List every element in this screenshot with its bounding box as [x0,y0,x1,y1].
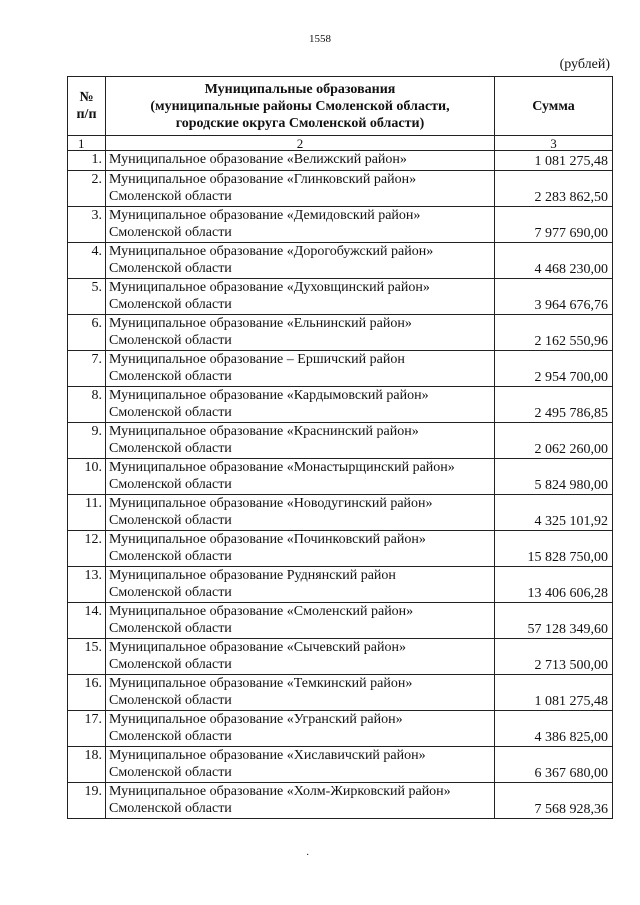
table-row [68,351,613,387]
row-number: 19. [68,783,106,819]
header-number: № п/п [68,77,106,136]
row-municipality: Муниципальное образование «Смоленский район» Смоленской области [106,603,495,639]
row-sum: 4 386 825,00 [495,711,613,747]
row-municipality: Муниципальное образование «Глинковский район» Смоленской области [106,171,495,207]
row-number: 4. [68,243,106,279]
row-sum: 13 406 606,28 [495,567,613,603]
column-numbers-row [68,136,613,151]
column-number-2: 2 [106,136,495,151]
row-municipality: Муниципальное образование «Сычевский район» Смоленской области [106,639,495,675]
table-row [68,783,613,819]
table-row [68,567,613,603]
row-municipality: Муниципальное образование «Демидовский район» Смоленской области [106,207,495,243]
header-municipality: Муниципальные образования (муниципальные районы Смоленской области, городские округа Смоленской области) [106,77,495,136]
row-municipality: Муниципальное образование «Темкинский район» Смоленской области [106,675,495,711]
row-sum: 2 283 862,50 [495,171,613,207]
row-sum: 5 824 980,00 [495,459,613,495]
row-municipality: Муниципальное образование Руднянский район Смоленской области [106,567,495,603]
table-row [68,675,613,711]
row-municipality: Муниципальное образование «Дорогобужский район» Смоленской области [106,243,495,279]
row-sum: 57 128 349,60 [495,603,613,639]
row-number: 12. [68,531,106,567]
table-header-row [68,77,613,136]
row-municipality: Муниципальное образование «Холм-Жирковский район» Смоленской области [106,783,495,819]
table-row [68,207,613,243]
table-row [68,747,613,783]
row-sum: 4 325 101,92 [495,495,613,531]
row-number: 14. [68,603,106,639]
row-municipality: Муниципальное образование – Ершичский район Смоленской области [106,351,495,387]
row-municipality: Муниципальное образование «Духовщинский район» Смоленской области [106,279,495,315]
row-sum: 3 964 676,76 [495,279,613,315]
row-number: 5. [68,279,106,315]
row-municipality: Муниципальное образование «Починковский район» Смоленской области [106,531,495,567]
row-municipality: Муниципальное образование «Угранский район» Смоленской области [106,711,495,747]
row-sum: 2 162 550,96 [495,315,613,351]
page-number: 1558 [309,33,331,45]
row-sum: 6 367 680,00 [495,747,613,783]
row-number: 17. [68,711,106,747]
table-row [68,639,613,675]
row-number: 1. [68,151,106,171]
row-municipality: Муниципальное образование «Новодугинский район» Смоленской области [106,495,495,531]
table-row [68,387,613,423]
budget-table [67,76,613,819]
row-sum: 7 568 928,36 [495,783,613,819]
row-number: 3. [68,207,106,243]
table-row [68,459,613,495]
row-municipality: Муниципальное образование «Хиславичский район» Смоленской области [106,747,495,783]
table-body [68,151,613,819]
page-mark-dot: · [306,850,310,861]
table-row [68,603,613,639]
row-sum: 2 495 786,85 [495,387,613,423]
row-number: 15. [68,639,106,675]
table-row [68,423,613,459]
row-number: 16. [68,675,106,711]
row-municipality: Муниципальное образование «Велижский район» [106,151,495,171]
row-number: 10. [68,459,106,495]
row-number: 11. [68,495,106,531]
row-number: 13. [68,567,106,603]
row-sum: 2 713 500,00 [495,639,613,675]
table-row [68,315,613,351]
row-municipality: Муниципальное образование «Ельнинский район» Смоленской области [106,315,495,351]
table-row [68,151,613,171]
table-row [68,711,613,747]
row-sum: 2 954 700,00 [495,351,613,387]
row-number: 9. [68,423,106,459]
row-sum: 4 468 230,00 [495,243,613,279]
row-municipality: Муниципальное образование «Монастырщинский район» Смоленской области [106,459,495,495]
row-sum: 1 081 275,48 [495,675,613,711]
row-number: 8. [68,387,106,423]
table-row [68,279,613,315]
table-row [68,171,613,207]
table-row [68,495,613,531]
row-number: 7. [68,351,106,387]
table-row [68,531,613,567]
row-sum: 1 081 275,48 [495,151,613,171]
row-number: 6. [68,315,106,351]
row-number: 2. [68,171,106,207]
unit-label: (рублей) [559,57,610,72]
header-sum: Сумма [495,77,613,136]
row-number: 18. [68,747,106,783]
row-municipality: Муниципальное образование «Краснинский район» Смоленской области [106,423,495,459]
table-row [68,243,613,279]
row-sum: 2 062 260,00 [495,423,613,459]
column-number-3: 3 [495,136,613,151]
column-number-1: 1 [68,136,106,151]
row-sum: 15 828 750,00 [495,531,613,567]
row-sum: 7 977 690,00 [495,207,613,243]
row-municipality: Муниципальное образование «Кардымовский район» Смоленской области [106,387,495,423]
